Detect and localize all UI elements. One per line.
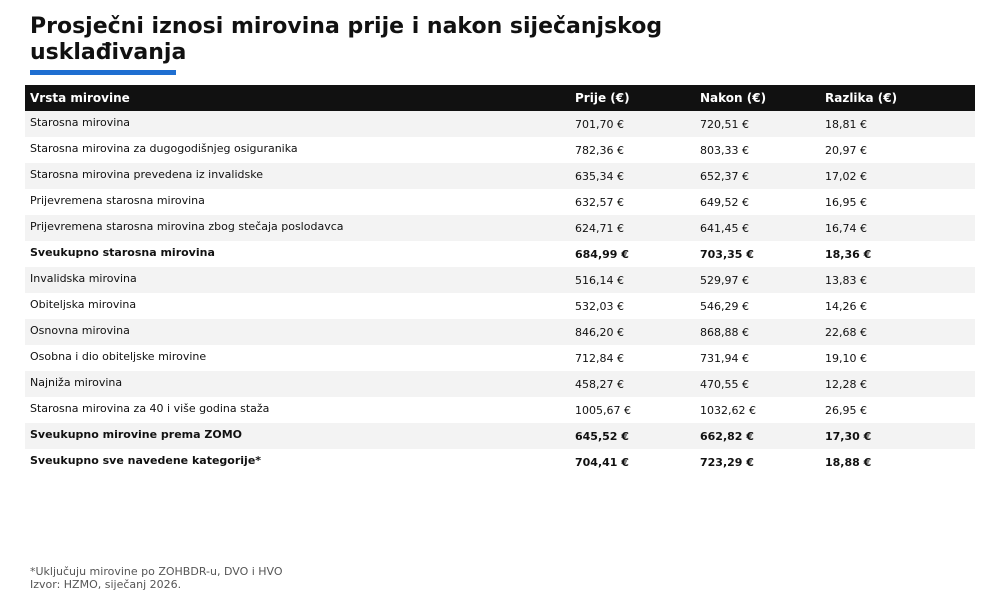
table-row	[25, 189, 975, 215]
cell-before: 846,20 €	[570, 319, 695, 345]
cell-before: 782,36 €	[570, 137, 695, 163]
title-accent-bar	[30, 70, 176, 75]
cell-before: 635,34 €	[570, 163, 695, 189]
cell-pension-type: Prijevremena starosna mirovina	[25, 189, 570, 215]
table-total-row	[25, 423, 975, 449]
column-header-type: Vrsta mirovine	[25, 85, 570, 111]
cell-after: 723,29 €	[695, 449, 820, 475]
cell-pension-type: Starosna mirovina za dugogodišnjeg osiguranika	[25, 137, 570, 163]
cell-difference: 22,68 €	[820, 319, 975, 345]
cell-before: 624,71 €	[570, 215, 695, 241]
table-row	[25, 319, 975, 345]
pension-table	[25, 85, 975, 475]
cell-pension-type: Prijevremena starosna mirovina zbog stečaja poslodavca	[25, 215, 570, 241]
cell-pension-type: Osobna i dio obiteljske mirovine	[25, 345, 570, 371]
cell-after: 868,88 €	[695, 319, 820, 345]
cell-before: 632,57 €	[570, 189, 695, 215]
table-row	[25, 371, 975, 397]
table-row	[25, 163, 975, 189]
table-header-row	[25, 85, 975, 111]
table-row	[25, 293, 975, 319]
cell-pension-type: Osnovna mirovina	[25, 319, 570, 345]
cell-pension-type: Starosna mirovina prevedena iz invalidske	[25, 163, 570, 189]
cell-difference: 18,81 €	[820, 111, 975, 137]
column-header-before: Prije (€)	[570, 85, 695, 111]
table-row	[25, 215, 975, 241]
cell-before: 712,84 €	[570, 345, 695, 371]
column-header-after: Nakon (€)	[695, 85, 820, 111]
table-row	[25, 111, 975, 137]
cell-difference: 12,28 €	[820, 371, 975, 397]
cell-after: 649,52 €	[695, 189, 820, 215]
cell-after: 720,51 €	[695, 111, 820, 137]
cell-before: 458,27 €	[570, 371, 695, 397]
cell-after: 652,37 €	[695, 163, 820, 189]
cell-difference: 26,95 €	[820, 397, 975, 423]
cell-after: 546,29 €	[695, 293, 820, 319]
cell-before: 532,03 €	[570, 293, 695, 319]
cell-difference: 18,88 €	[820, 449, 975, 475]
cell-before: 516,14 €	[570, 267, 695, 293]
cell-difference: 16,74 €	[820, 215, 975, 241]
cell-after: 529,97 €	[695, 267, 820, 293]
chart-footer	[30, 565, 283, 591]
cell-difference: 17,30 €	[820, 423, 975, 449]
cell-after: 470,55 €	[695, 371, 820, 397]
cell-pension-type: Obiteljska mirovina	[25, 293, 570, 319]
table-total-row	[25, 449, 975, 475]
cell-pension-type: Invalidska mirovina	[25, 267, 570, 293]
cell-difference: 14,26 €	[820, 293, 975, 319]
table-row	[25, 397, 975, 423]
cell-difference: 18,36 €	[820, 241, 975, 267]
cell-after: 703,35 €	[695, 241, 820, 267]
cell-difference: 19,10 €	[820, 345, 975, 371]
cell-pension-type: Sveukupno mirovine prema ZOMO	[25, 423, 570, 449]
cell-difference: 17,02 €	[820, 163, 975, 189]
cell-before: 1005,67 €	[570, 397, 695, 423]
cell-after: 731,94 €	[695, 345, 820, 371]
cell-before: 701,70 €	[570, 111, 695, 137]
cell-before: 645,52 €	[570, 423, 695, 449]
cell-difference: 20,97 €	[820, 137, 975, 163]
table-total-row	[25, 241, 975, 267]
column-header-difference: Razlika (€)	[820, 85, 975, 111]
cell-difference: 16,95 €	[820, 189, 975, 215]
cell-before: 684,99 €	[570, 241, 695, 267]
table-row	[25, 345, 975, 371]
chart-title: Prosječni iznosi mirovina prije i nakon siječanjskog usklađivanja	[30, 14, 663, 65]
cell-after: 803,33 €	[695, 137, 820, 163]
table-row	[25, 137, 975, 163]
cell-pension-type: Sveukupno sve navedene kategorije*	[25, 449, 570, 475]
source-note: Izvor: HZMO, siječanj 2026.	[30, 578, 182, 591]
cell-difference: 13,83 €	[820, 267, 975, 293]
cell-pension-type: Sveukupno starosna mirovina	[25, 241, 570, 267]
table-body	[25, 111, 975, 475]
footnote: *Uključuju mirovine po ZOHBDR-u, DVO i HVO	[30, 565, 283, 578]
cell-before: 704,41 €	[570, 449, 695, 475]
cell-pension-type: Starosna mirovina	[25, 111, 570, 137]
cell-after: 662,82 €	[695, 423, 820, 449]
cell-pension-type: Najniža mirovina	[25, 371, 570, 397]
cell-after: 641,45 €	[695, 215, 820, 241]
table-row	[25, 267, 975, 293]
cell-after: 1032,62 €	[695, 397, 820, 423]
cell-pension-type: Starosna mirovina za 40 i više godina staža	[25, 397, 570, 423]
